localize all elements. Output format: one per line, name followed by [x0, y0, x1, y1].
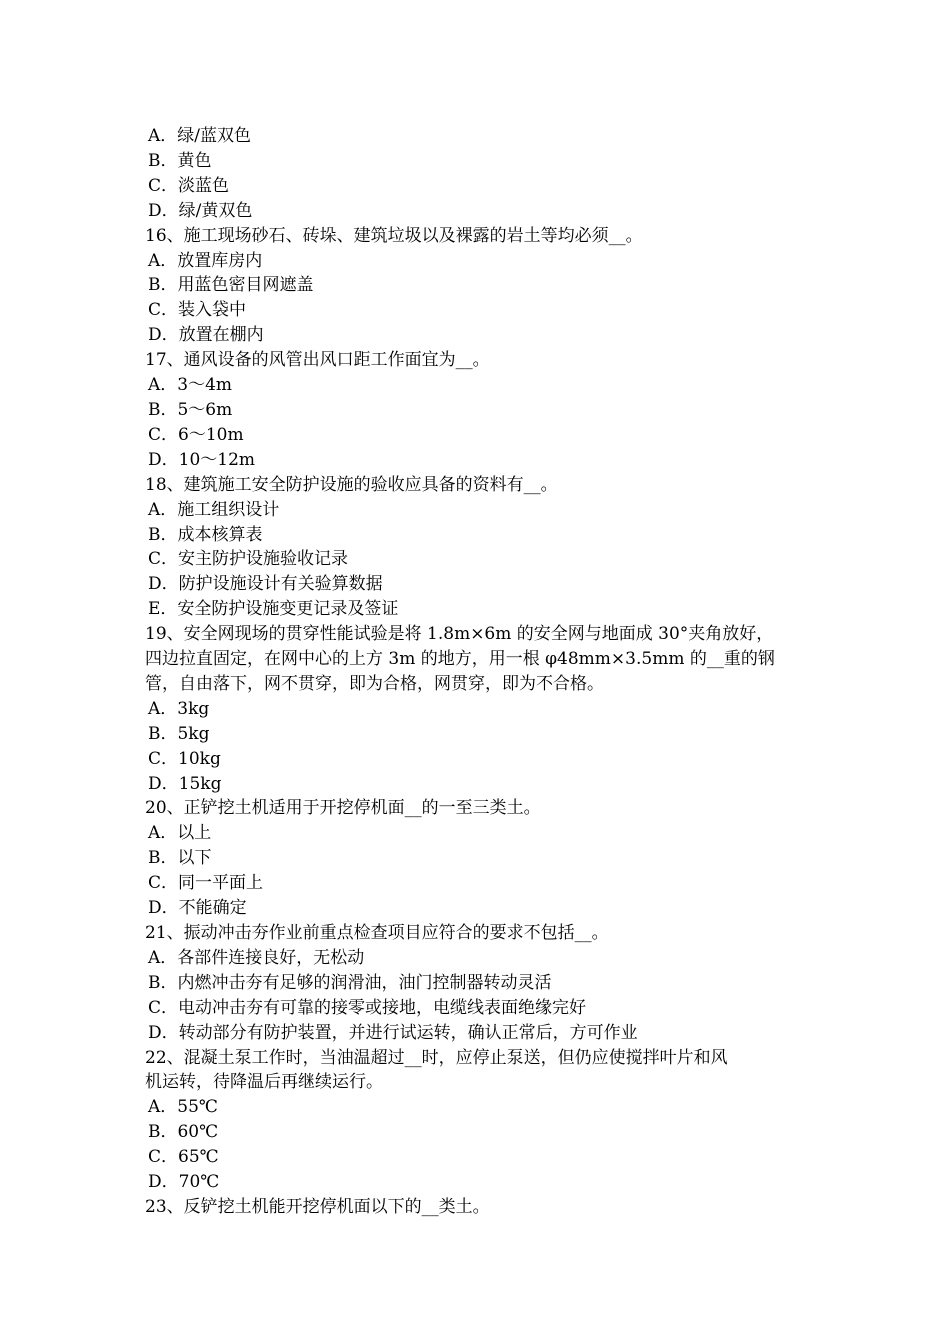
- option-line: C．65℃: [148, 1147, 219, 1168]
- option-line: A．3kg: [148, 698, 210, 719]
- question-line: 20、正铲挖土机适用于开挖停机面__的一至三类土。: [145, 798, 541, 819]
- question-line: 22、混凝土泵工作时，当油温超过__时，应停止泵送，但仍应使搅拌叶片和风: [145, 1047, 728, 1068]
- option-line: B．5～6m: [148, 399, 233, 420]
- option-line: D．70℃: [148, 1172, 220, 1193]
- question-line: 17、通风设备的风管出风口距工作面宜为__。: [145, 350, 490, 371]
- question-line: 21、振动冲击夯作业前重点检查项目应符合的要求不包括__。: [145, 923, 609, 943]
- option-line: D．防护设施设计有关验算数据: [148, 574, 383, 595]
- option-line: B．用蓝色密目网遮盖: [148, 275, 314, 296]
- option-line: A．施工组织设计: [148, 499, 280, 520]
- option-line: C．装入袋中: [148, 300, 247, 321]
- option-line: A．以上: [148, 823, 212, 844]
- option-line: D．不能确定: [148, 898, 247, 919]
- option-line: C．电动冲击夯有可靠的接零或接地，电缆线表面绝缘完好: [148, 997, 587, 1018]
- document-body: [145, 124, 825, 1220]
- option-line: C．同一平面上: [148, 873, 264, 894]
- question-line: 16、施工现场砂石、砖垛、建筑垃圾以及裸露的岩土等均必须__。: [145, 225, 643, 246]
- question-line: 18、建筑施工安全防护设施的验收应具备的资料有__。: [145, 474, 558, 495]
- option-line: B．5kg: [148, 723, 210, 744]
- question-line: 23、反铲挖土机能开挖停机面以下的__类土。: [145, 1196, 490, 1217]
- option-line: C．10kg: [148, 748, 221, 769]
- question-line: 管，自由落下，网不贯穿，即为合格，网贯穿，即为不合格。: [145, 673, 604, 694]
- option-line: D．绿/黄双色: [148, 200, 253, 221]
- option-line: D．转动部分有防护装置，并进行试运转，确认正常后，方可作业: [148, 1022, 638, 1043]
- question-line: 四边拉直固定，在网中心的上方 3m 的地方，用一根 φ48mm×3.5mm 的__重的钢: [145, 649, 775, 670]
- option-line: B．60℃: [148, 1122, 219, 1143]
- option-line: B．以下: [148, 848, 212, 869]
- option-line: C．淡蓝色: [148, 175, 230, 196]
- option-line: A．3～4m: [148, 375, 233, 396]
- question-line: 19、安全网现场的贯穿性能试验是将 1.8m×6m 的安全网与地面成 30°夹角放好，: [145, 624, 774, 645]
- option-line: A．绿/蓝双色: [148, 126, 252, 146]
- option-line: E．安全防护设施变更记录及签证: [148, 599, 399, 620]
- option-line: B．内燃冲击夯有足够的润滑油，油门控制器转动灵活: [148, 972, 552, 993]
- option-line: C．安主防护设施验收记录: [148, 549, 349, 570]
- option-line: D．15kg: [148, 773, 222, 794]
- option-line: A．各部件连接良好，无松动: [148, 947, 365, 968]
- option-line: D．放置在棚内: [148, 325, 264, 346]
- option-line: B．黄色: [148, 150, 212, 171]
- option-line: A．55℃: [148, 1097, 218, 1118]
- option-line: B．成本核算表: [148, 524, 263, 545]
- option-line: C．6～10m: [148, 424, 244, 445]
- option-line: A．放置库房内: [148, 250, 263, 271]
- option-line: D．10～12m: [148, 449, 256, 470]
- question-line: 机运转，待降温后再继续运行。: [145, 1072, 383, 1093]
